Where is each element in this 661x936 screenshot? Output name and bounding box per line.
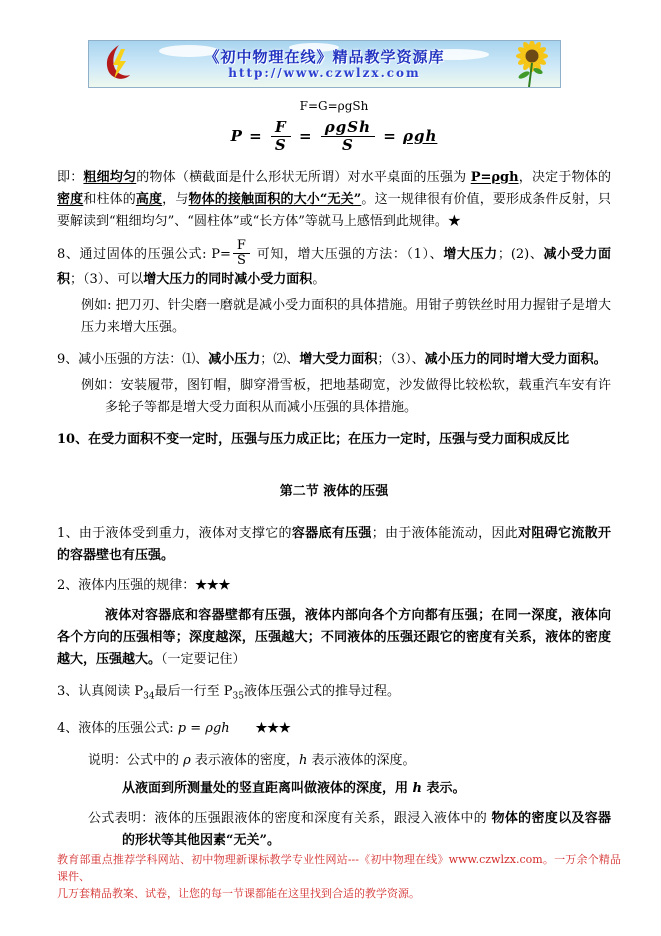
text-segment: 增大受力面积 bbox=[299, 352, 378, 368]
banner-url: http://www.czwlzx.com bbox=[228, 65, 421, 80]
formula-weight bbox=[57, 98, 611, 115]
section-heading bbox=[57, 481, 611, 503]
text-segment: 3、认真阅读 P bbox=[57, 684, 144, 700]
item-10 bbox=[57, 429, 611, 451]
text-segment: ；由于液体能流动，因此 bbox=[371, 526, 519, 542]
text-segment: = bbox=[292, 126, 319, 145]
text-segment: ρgh bbox=[205, 720, 230, 736]
item-8 bbox=[57, 239, 611, 292]
text-segment: 1、由于液体受到重力，液体对支撑它的 bbox=[57, 526, 292, 542]
text-segment: 物体的密度以及容器的形状等其他因素“无关”。 bbox=[122, 810, 611, 848]
formula-note bbox=[57, 750, 611, 772]
note-uniform-column bbox=[57, 167, 611, 233]
banner bbox=[88, 40, 561, 88]
text-segment: 从液面到所测量处的竖直距离叫做液体的深度，用 bbox=[122, 780, 413, 796]
text-segment: 和柱体的 bbox=[83, 191, 136, 207]
text-segment: 的物体（横截面是什么形状无所谓）对水平桌面的压强为 bbox=[136, 169, 471, 185]
text-segment: F=G=ρgSh bbox=[299, 99, 369, 113]
text-segment: ★★★ bbox=[255, 720, 291, 736]
text-segment: 表示液体的深度。 bbox=[307, 752, 416, 768]
text-segment: 增大压力 bbox=[443, 246, 498, 262]
text-segment: P=ρgh bbox=[470, 169, 519, 185]
text-segment: ；（3）、可以 bbox=[70, 272, 144, 288]
banner-title: 《初中物理在线》精品教学资源库 bbox=[204, 47, 445, 66]
text-segment: h bbox=[298, 752, 308, 768]
text-segment: （一定要记住） bbox=[161, 652, 246, 668]
text-segment: ，与 bbox=[162, 191, 189, 207]
site-logo-icon bbox=[97, 41, 141, 87]
item-9-example bbox=[57, 375, 611, 419]
banner-text-block bbox=[141, 48, 508, 80]
text-segment: 说明：公式中的 bbox=[88, 752, 184, 768]
liquid-item-2-detail bbox=[57, 605, 611, 671]
liquid-item-1 bbox=[57, 523, 611, 567]
text-segment: 8、通过固体的压强公式: P= bbox=[57, 246, 231, 262]
text-segment: 密度 bbox=[57, 191, 84, 207]
text-segment: ，决定于物体的 bbox=[518, 169, 611, 185]
text-segment: h bbox=[412, 780, 422, 796]
text-segment: 2、液体内压强的规律： bbox=[57, 578, 196, 594]
text-segment: 。 bbox=[312, 272, 326, 288]
text-segment: 35 bbox=[232, 691, 244, 702]
fraction: $\frac{F}{S}$ bbox=[233, 239, 250, 270]
item-9 bbox=[57, 349, 611, 371]
text-segment bbox=[230, 721, 256, 736]
text-segment: 第二节 液体的压强 bbox=[279, 484, 389, 500]
text-segment: ★★★ bbox=[195, 578, 231, 594]
text-segment: p bbox=[177, 720, 187, 736]
text-segment: 减小压力的同时增大受力面积。 bbox=[424, 352, 607, 368]
text-segment: = bbox=[376, 126, 403, 145]
text-segment: 表示。 bbox=[421, 780, 466, 796]
liquid-item-3 bbox=[57, 681, 611, 708]
text-segment: 34 bbox=[143, 691, 155, 702]
text-segment: 对阻碍它流散开的容器壁也有压强。 bbox=[57, 526, 611, 564]
depth-definition bbox=[57, 778, 611, 800]
liquid-item-2 bbox=[57, 575, 611, 597]
fraction: $\frac{\text{ρgSh}}{S}$ bbox=[321, 119, 375, 155]
text-segment: 例如: 把刀刃、针尖磨一磨就是减小受力面积的具体措施。用钳子剪铁丝时用力握钳子是增大压力来增大压强。 bbox=[81, 298, 611, 336]
text-segment: 减小受力面积 bbox=[57, 246, 611, 288]
text-segment: 液体压强公式的推导过程。 bbox=[243, 684, 400, 700]
footer-note bbox=[57, 851, 621, 902]
text-segment: ；⑵、 bbox=[260, 352, 300, 368]
text-segment: 高度 bbox=[135, 191, 163, 207]
text-segment: 9、减小压强的方法：⑴、 bbox=[57, 352, 209, 368]
text-segment: 。这一规律很有价值，要形成条件反射，只要解读到“粗细均匀”、“圆柱体”或“长方体”等就马上感悟到此规律。★ bbox=[57, 191, 611, 229]
text-segment: 液体对容器底和容器壁都有压强，液体内部向各个方向都有压强；在同一深度，液体向各个方向的压强相等；深度越深，压强越大；不同液体的压强还跟它的密度有关系，液体的密度越大，压强越大。 bbox=[57, 608, 611, 668]
text-segment: ρgh bbox=[403, 126, 438, 145]
formula-meaning bbox=[57, 808, 611, 852]
sunflower-icon bbox=[508, 41, 552, 87]
text-segment: 例如：安装履带，图钉帽，脚穿滑雪板，把地基砌宽，沙发做得比较松软，载重汽车安有许多轮子等都是增大受力面积从而减小压强的具体措施。 bbox=[81, 378, 611, 416]
footer-line-2: 几万套精品教案、试卷，让您的每一节课都能在这里找到合适的教学资源。 bbox=[57, 887, 420, 900]
text-segment: 增大压力的同时减小受力面积 bbox=[143, 272, 313, 288]
text-segment: = bbox=[186, 720, 206, 736]
footer-line-1: 教育部重点推荐学科网站、初中物理新课标教学专业性网站---《初中物理在线》www.czwlzx.com。一万余个精品课件、 bbox=[57, 853, 621, 883]
text-segment: 可知，增大压强的方法：（1）、 bbox=[251, 246, 444, 262]
text-segment: ρ bbox=[183, 752, 191, 768]
fraction: $\frac{F}{S}$ bbox=[271, 119, 291, 155]
text-segment: 10、在受力面积不变一定时，压强与压力成正比；在压力一定时，压强与受力面积成反比 bbox=[57, 432, 570, 448]
liquid-item-4 bbox=[57, 718, 611, 740]
formula-pressure bbox=[57, 119, 611, 155]
text-segment: 物体的接触面积的大小“无关” bbox=[188, 191, 362, 207]
text-segment: 4、液体的压强公式: bbox=[57, 720, 178, 736]
document-body bbox=[57, 92, 611, 852]
text-segment: 减小压力 bbox=[208, 352, 261, 368]
item-8-example bbox=[57, 295, 611, 339]
text-segment: = bbox=[242, 126, 269, 145]
text-segment: 容器底有压强 bbox=[291, 526, 372, 542]
text-segment: 表示液体的密度， bbox=[190, 752, 299, 768]
text-segment: ；(2)、 bbox=[497, 246, 544, 262]
text-segment: ；（3）、 bbox=[377, 352, 425, 368]
text-segment: 粗细均匀 bbox=[83, 169, 137, 185]
text-segment: 公式表明：液体的压强跟液体的密度和深度有关系，跟浸入液体中的 bbox=[88, 810, 492, 826]
text-segment: 最后一行至 P bbox=[154, 684, 233, 700]
text-segment: 即： bbox=[57, 169, 84, 185]
text-segment: P bbox=[230, 126, 243, 145]
